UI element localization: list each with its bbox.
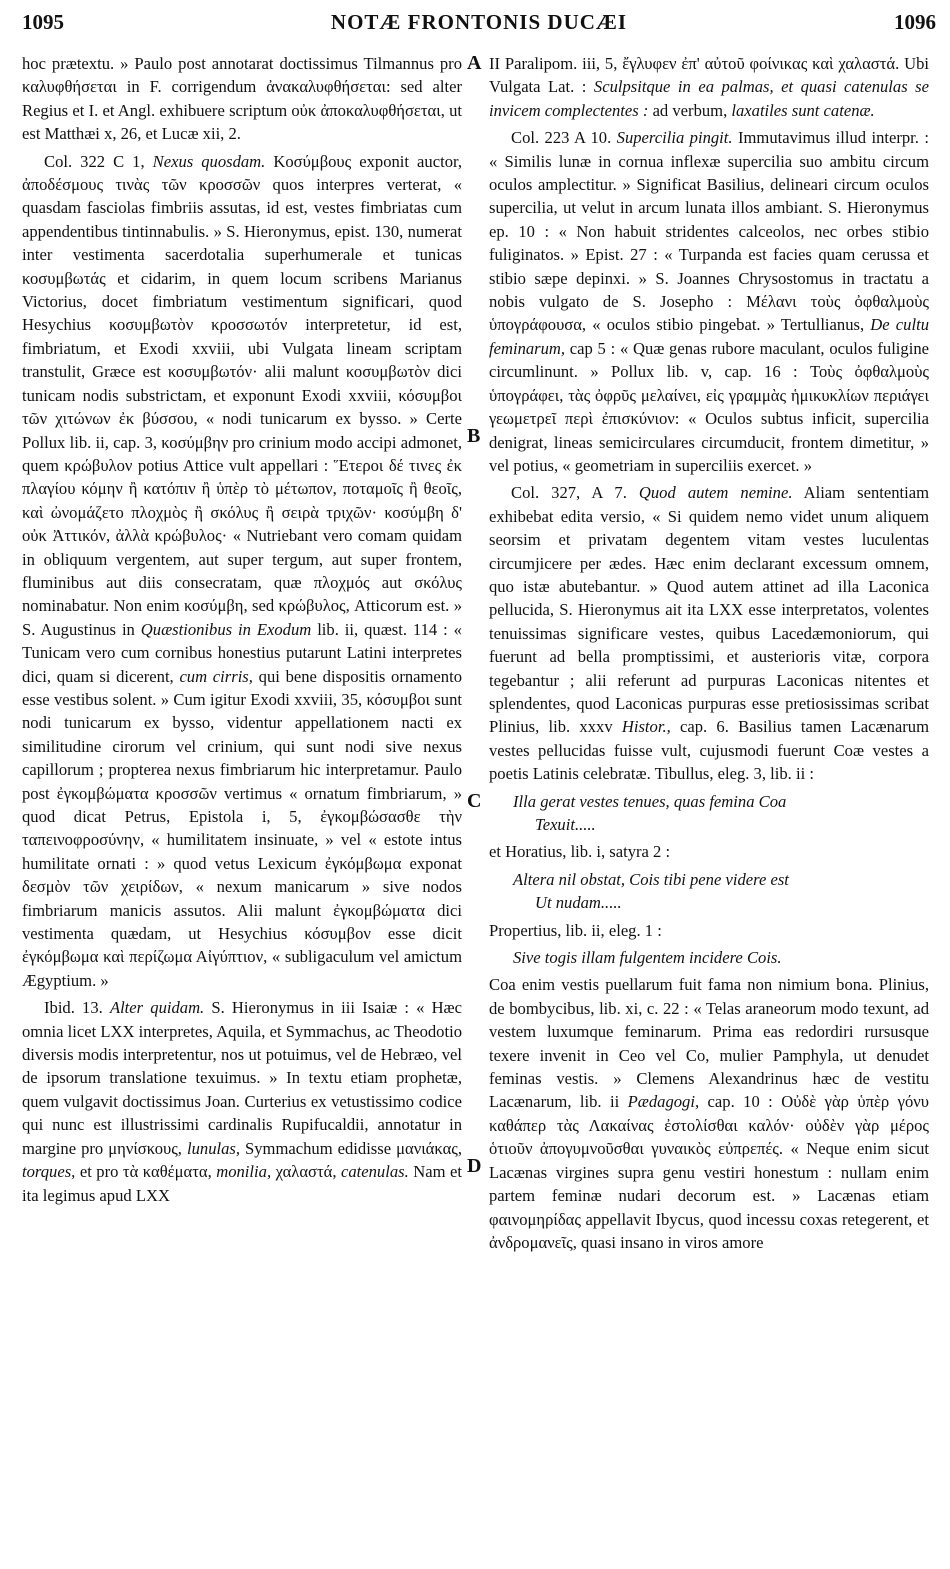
paragraph: II Paralipom. iii, 5, ἔγλυφεν ἐπ' αὐτοῦ φοίνικας καὶ χαλαστά. Ubi Vulgata Lat. : Sculpsitque in ea palmas, et quasi catenulas se invicem complectentes : ad verbum, laxatiles sunt catenæ. [489, 54, 929, 120]
margin-letter-a: A [467, 52, 482, 74]
citation: Propertius, lib. ii, eleg. 1 : [489, 920, 662, 940]
verse-quote: Altera nil obstat, Cois tibi pene videre est Ut nudam..... [513, 869, 789, 913]
paragraph: Col. 322 C 1, Nexus quosdam. Κοσύμβους exponit auctor, ἀποδέσμους τινὰς τῶν κροσσῶν quos interpres verterat, « quasdam fasciolas fimbriis assutas, id est, vestes fimbriatas cum appendentibus tintinnabulis. » S. Hieronymus, epist. 130, numerat inter vestimenta sacerdotalia superhumerale et tunicas κοσυμβωτάς et cidarim, in quem locum scribens Marianus Victorius, docet fimbriatum vestimentum significari, quod Hesychius κοσυμβωτὸν κροσσωτόν interpretetur, id est, fimbriatum, et Exodi xxviii, ubi Vulgata lineam scriptam transtulit, Græce est κοσυμβωτόν· alii malunt κοσυμβωτὸν dici tunicam nodis substrictam, et exponunt Exodi xxviii, κόσυμβοι τῶν χιτώνων ἐκ βύσσου, « nodi tunicarum ex bysso. » Certe Pollux lib. ii, cap. 3, κοσύμβην pro crinium modo accipi admonet, quem κρώβυλον potius Attice vult appellari : Ἕτεροι δέ τινες ἐκ πλαγίου κόμην ἢ κατόπιν ἢ ὑπὲρ τὸ μέτωπον, ποταμοῖς ἢ θεοῖς, καὶ ὠνομάζετο πλοχμὸς ἢ σκόλυς ἢ σειρὰ τριχῶν· κοσύμβη δ' οὐκ Ἀττικόν, ἀλλὰ κρώβυλος· « Nutriebant vero comam quidam in obliquum vergentem, aut super tergum, aut super frontem, fluminibus aut diis consecratam, quæ πλοχμός aut σκόλυς nominabatur. Non enim κοσύμβη, sed κρώβυλος, Atticorum est. » S. Augustinus in Quæstionibus in Exodum lib. ii, quæst. 114 : « Tunicam vero cum cornibus honestius putarunt Latini interpretes dici, quam si dicerent, cum cirris, qui bene dispositis ornamento esse vestibus solent. » Cum igitur Exodi xxviii, 35, κόσυμβοι sunt nodi tunicarum ex bysso, videntur appellationem nacti ex similitudine cirorum vel crinium, qui sunt nodi sive nexus capillorum ; propterea nexus fimbriarum hic interpretamur. Paulo post ἐγκομβώματα κροσσῶν vertimus « ornatum fimbriarum, » quod dicat Petrus, Epistola i, 5, ἐγκομβώσασθε τὴν ταπεινοφροσύνην, « humilitatem insinuate, » vel « estote intus humilitate ornati : » quod vetus Lexicum ἐγκόμβωμα exponat δεσμὸν τῶν χειρίδων, « nexum manicarum » sive nodos fimbriarum manicis assutos. Alii malunt ἐγκομβώματα dici vestimenta quædam, ut Hesychius κόσυμβον esse dicit ἐγκόμβωμα καὶ περίζωμα Αἰγύπτιον, « subligaculum vel amictum Ægyptium. » [22, 151, 462, 990]
margin-letter-b: B [467, 425, 481, 447]
right-column [489, 52, 929, 1557]
paragraph: Ibid. 13. Alter quidam. S. Hieronymus in iii Isaiæ : « Hæc omnia licet LXX interpretes, Aquila, et Symmachus, ac Theodotio diversis modis interpretentur, nos ut potuimus, vel de Hebræo, vel de ipsorum translatione texuimus. » In textu etiam prophetæ, quem vulgavit doctissimus Joan. Curterius ex vetustissimo codice qui nunc est illustrissimi cardinalis Rupifucaldii, annotatur in margine pro μηνίσκους, lunulas, Symmachum edidisse μανιάκας, torques, et pro τὰ καθέματα, monilia, χαλαστά, catenulas. Nam et ita legimus apud LXX [22, 998, 462, 1205]
page-header [22, 10, 936, 44]
page-number-left: 1095 [22, 10, 64, 34]
paragraph: Col. 327, A 7. Quod autem nemine. Aliam sententiam exhibebat edita versio, « Si quidem nemo videt unum aliquem seorsim et privatam degentem vitam vestes luculentas circumjicere per ædes. Hæc enim declarant excessum omnem, quo istæ abutebantur. » Quod autem attinet ad illa Laconica pellucida, S. Hieronymus ait ita LXX esse interpretatos, volentes tenuissimas significare vestes, quibus Lacedæmoniorum, qui fuerunt ad bella promptissimi, et austerioris vitæ, corpora tegebantur ; alii referunt ad purpuras Laconicas nitentes et splendentes, quod Laconicas purpuras esse pretiosissimas scribat Plinius, lib. xxxv Histor., cap. 6. Basilius tamen Lacænarum vestes pellucidas fuisse vult, cujusmodi fuerunt Coæ vestes a poetis Latinis celebratæ. Tibullus, eleg. 3, lib. ii : [489, 483, 929, 784]
page-number-right: 1096 [894, 10, 936, 34]
citation: et Horatius, lib. i, satyra 2 : [489, 842, 671, 862]
margin-letter-d: D [467, 1155, 482, 1177]
verse-quote: Sive togis illam fulgentem incidere Cois. [513, 948, 782, 968]
verse-quote: Illa gerat vestes tenues, quas femina Coa Texuit..... [513, 791, 787, 834]
margin-letter-c: C [467, 790, 482, 812]
paragraph: Col. 223 A 10. Supercilia pingit. Immutavimus illud interpr. : « Similis lunæ in cornua inflexæ supercilia suo ambitu circum oculos amplectitur. » Significat Basilius, delineari circum oculos supercilia, ut velut in arcum lunata illos ambiant. S. Hieronymus ep. 10 : « Non habuit stridentes calceolos, nec orbes stibio fuliginatos. » Epist. 27 : « Turpanda est facies quam cerussa et stibio sæpe depinxi. » S. Joannes Chrysostomus in tractatu a nobis vulgato de S. Josepho : Μέλανι τοὺς ὀφθαλμοὺς ὑπογράφουσα, « oculos stibio pingebat. » Tertullianus, De cultu feminarum, cap 5 : « Quæ genas rubore maculant, oculos fuligine circumlinunt. » Pollux lib. v, cap. 16 : Τοὺς ὀφθαλμοὺς ὑπογράφει, τὰς ὀφρῦς μελαίνει, εἰς γραμμὰς ἡμικυκλίων περιάγει γεωμετρεῖ περὶ ἐπισκύνιον: « Oculos subtus inficit, supercilia denigrat, lineas semicirculares circumducit, frontem dimetitur, » vel potius, « geometriam in superciliis exercet. » [489, 128, 929, 475]
paragraph: Coa enim vestis puellarum fuit fama non nimium bona. Plinius, de bombycibus, lib. xi, c. 22 : « Telas araneorum modo texunt, ad vestem luxumque feminarum. Prima eas redordiri rursusque texere invenit in Ceo vel Co, mulier Pamphyla, ut denudet feminas vestis. » Clemens Alexandrinus hæc de vestitu Lacænarum, lib. ii Pædagogi, cap. 10 : Οὐδὲ γὰρ ὑπὲρ γόνυ καθάπερ τὰς Λακαίνας ἐστολίσθαι καλόν· οὐδὲν γὰρ μέρος ὁτιοῦν ἀπογυμνοῦσθαι γυναικὸς εὐπρεπές. « Neque enim sicut Lacænas virgines supra genu vestiri honestum : nullam enim partem feminæ nudari decorum est. » Lacænas etiam φαινομηρίδας appellavit Ibycus, quod incessu coxas retegerent, et ἀνδρομανεῖς, quasi insano in viros amore [489, 975, 929, 1252]
running-title: NOTÆ FRONTONIS DUCÆI [330, 10, 628, 34]
paragraph: hoc prætextu. » Paulo post annotarat doctissimus Tilmannus pro καλυφθήσεται in F. corrigendum ἀνακαλυφθήσεται: sed alter Regius et I. et Angl. exhibuere scriptum οὐκ ἀποκαλυφθήσεται, ut est Matthæi x, 26, et Lucæ xii, 2. [22, 54, 462, 144]
left-column [22, 52, 462, 1557]
